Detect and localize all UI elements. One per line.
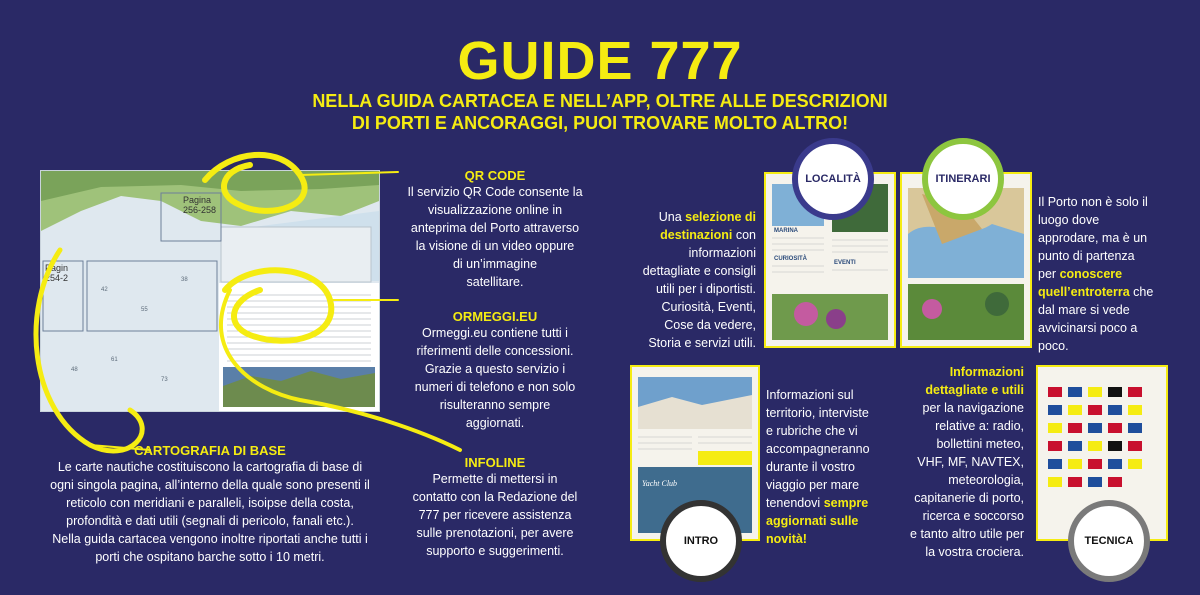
- svg-text:38: 38: [181, 277, 188, 283]
- svg-text:73: 73: [161, 377, 168, 383]
- cartografia-heading: CARTOGRAFIA DI BASE: [134, 443, 286, 458]
- intro-badge: INTRO: [660, 500, 742, 582]
- intro-text: Informazioni sul territorio, interviste e rubriche che vi accompagneranno durante il vostro viaggio per mare tenendovi sempre aggiornati sulle novità!: [766, 388, 870, 546]
- infoline-heading: INFOLINE: [464, 455, 526, 470]
- chart-page-label: Pagina 256-258: [183, 195, 217, 215]
- infoline-section: INFOLINE Permette di mettersi in contatto con la Redazione del 777 per ricevere assistenza sulle prenotazioni, per avere supporto e suggerimenti.: [390, 455, 600, 560]
- svg-text:42: 42: [101, 287, 108, 293]
- thumb-marina-label: MARINA: [774, 228, 798, 234]
- ormeggi-section: ORMEGGI.EU Ormeggi.eu contiene tutti i riferimenti delle concessioni. Grazie a questo servizio i numeri di telefono e non solo risulteranno sempre aggiornati.: [395, 309, 595, 432]
- qr-code-heading: QR CODE: [464, 168, 526, 183]
- chart-page-label-2: Pagin 254-2: [45, 263, 69, 283]
- itinerari-badge: ITINERARI: [922, 138, 1004, 220]
- tecnica-text: Informazioni dettagliate e utili per la navigazione relative a: radio, bollettini meteo, VHF, MF, NAVTEX, meteorologia, capitanerie di porto, ricerca e soccorso e tanto altro utile per la vostra crociera.: [910, 365, 1024, 559]
- thumb-yacht-label: Yacht Club: [642, 479, 678, 488]
- thumb-curiosita-label: CURIOSITÀ: [774, 256, 807, 262]
- localita-text: Una selezione di destinazioni con informazioni dettagliate e consigli utili per i diportisti. Curiosità, Eventi, Cose da vedere, Storia e servizi utili.: [642, 210, 756, 350]
- page-title: GUIDE 777: [457, 31, 743, 91]
- ormeggi-heading: ORMEGGI.EU: [452, 309, 538, 324]
- svg-text:48: 48: [71, 367, 78, 373]
- itinerari-text: Il Porto non è solo il luogo dove approdare, ma è un punto di partenza per conoscere quell’entroterra che dal mare si vede avvicinarsi poco a poco.: [1038, 195, 1154, 353]
- qr-code-section: QR CODE Il servizio QR Code consente la visualizzazione online in anteprima del Porto attraverso la visione di un video oppure di un’immagine satellitare.: [390, 168, 600, 291]
- cartografia-section: CARTOGRAFIA DI BASE Le carte nautiche costituiscono la cartografia di base di ogni singola pagina, all’interno della quale sono presenti il reticolo con meridiani e paralleli, isoipse della costa, profondità e dati utili (segnali di pericolo, fanali etc.). Nella guida cartacea vengono inoltre riportati anche tutti i porti che ospitano barche sotto i 10 metri.: [30, 443, 390, 566]
- localita-badge: LOCALITÀ: [792, 138, 874, 220]
- tecnica-badge: TECNICA: [1068, 500, 1150, 582]
- page-subtitle: NELLA GUIDA CARTACEA E NELL’APP, OLTRE ALLE DESCRIZIONI DI PORTI E ANCORAGGI, PUOI TROVARE MOLTO ALTRO!: [312, 91, 888, 133]
- svg-text:55: 55: [141, 307, 148, 313]
- svg-text:61: 61: [111, 357, 118, 363]
- thumb-eventi-label: EVENTI: [834, 260, 856, 266]
